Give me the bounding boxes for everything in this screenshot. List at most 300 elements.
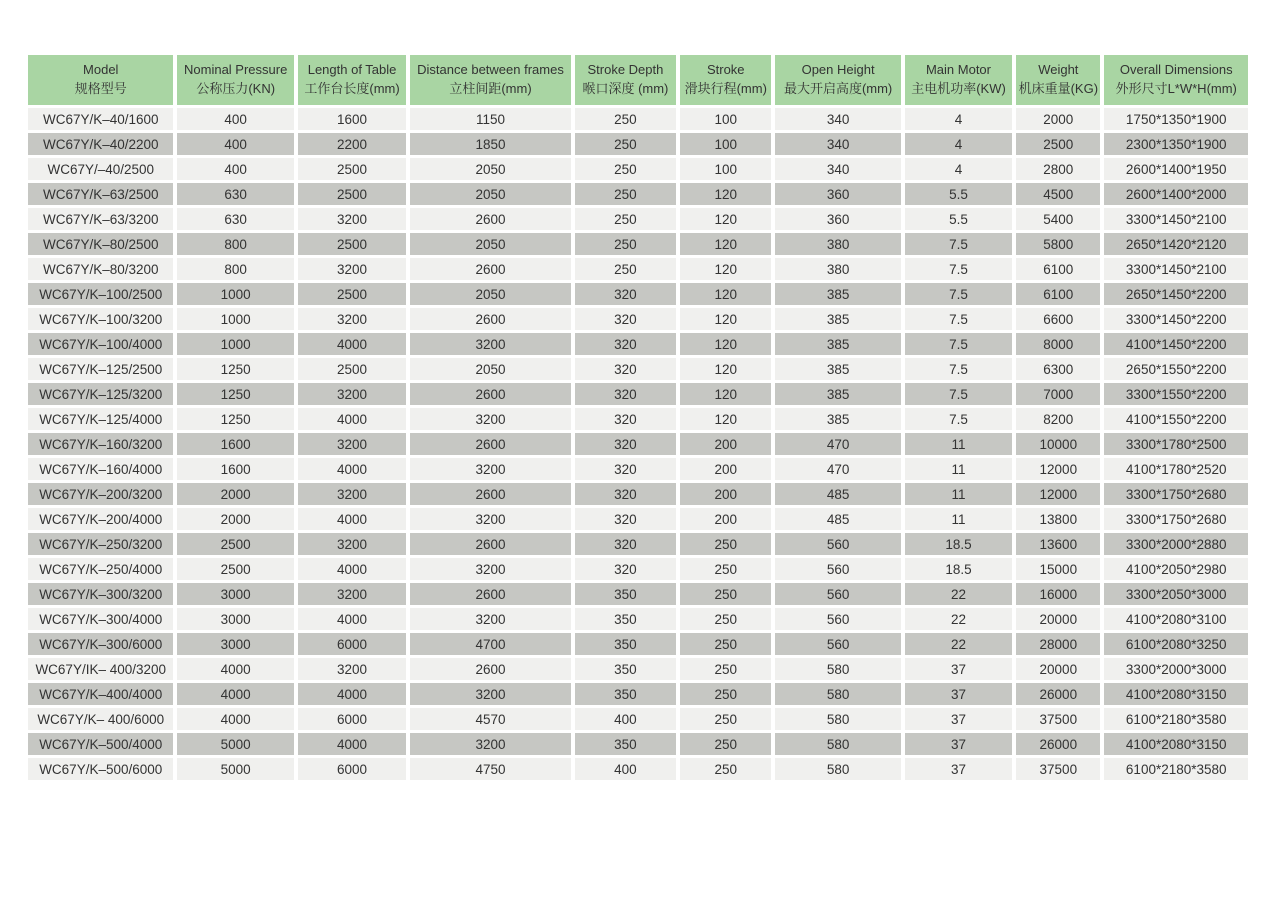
cell-nominal-pressure: 3000 <box>177 583 293 605</box>
cell-stroke-depth: 320 <box>575 408 676 430</box>
cell-weight: 12000 <box>1016 458 1100 480</box>
cell-frame-distance: 3200 <box>410 558 571 580</box>
cell-weight: 6100 <box>1016 283 1100 305</box>
cell-stroke-depth: 250 <box>575 158 676 180</box>
cell-frame-distance: 2050 <box>410 158 571 180</box>
column-header-en: Overall Dimensions <box>1119 62 1233 78</box>
cell-stroke-depth: 250 <box>575 258 676 280</box>
cell-frame-distance: 2600 <box>410 483 571 505</box>
cell-stroke: 250 <box>680 733 771 755</box>
cell-stroke: 200 <box>680 433 771 455</box>
cell-stroke-depth: 250 <box>575 108 676 130</box>
cell-main-motor: 18.5 <box>905 558 1012 580</box>
cell-table-length: 2500 <box>298 233 406 255</box>
cell-overall-dimensions: 4100*1780*2520 <box>1104 458 1248 480</box>
cell-model: WC67Y/K–250/4000 <box>28 558 173 580</box>
cell-stroke: 100 <box>680 158 771 180</box>
cell-open-height: 360 <box>775 208 900 230</box>
cell-overall-dimensions: 2650*1450*2200 <box>1104 283 1248 305</box>
cell-table-length: 3200 <box>298 433 406 455</box>
cell-stroke: 250 <box>680 558 771 580</box>
cell-overall-dimensions: 3300*2000*2880 <box>1104 533 1248 555</box>
cell-stroke: 120 <box>680 308 771 330</box>
cell-stroke: 200 <box>680 458 771 480</box>
cell-overall-dimensions: 6100*2080*3250 <box>1104 633 1248 655</box>
cell-main-motor: 22 <box>905 583 1012 605</box>
column-header-en: Nominal Pressure <box>184 62 288 78</box>
cell-nominal-pressure: 1250 <box>177 408 293 430</box>
cell-model: WC67Y/K–125/2500 <box>28 358 173 380</box>
cell-main-motor: 7.5 <box>905 233 1012 255</box>
cell-open-height: 385 <box>775 408 900 430</box>
cell-stroke: 250 <box>680 683 771 705</box>
cell-table-length: 6000 <box>298 633 406 655</box>
cell-stroke-depth: 320 <box>575 533 676 555</box>
cell-model: WC67Y/K–100/2500 <box>28 283 173 305</box>
cell-open-height: 560 <box>775 533 900 555</box>
cell-table-length: 4000 <box>298 733 406 755</box>
cell-stroke-depth: 320 <box>575 333 676 355</box>
cell-table-length: 2500 <box>298 283 406 305</box>
table-row <box>28 408 1248 430</box>
cell-overall-dimensions: 3300*1450*2200 <box>1104 308 1248 330</box>
cell-model: WC67Y/K–300/6000 <box>28 633 173 655</box>
table-row <box>28 558 1248 580</box>
cell-open-height: 580 <box>775 733 900 755</box>
cell-nominal-pressure: 630 <box>177 183 293 205</box>
cell-weight: 4500 <box>1016 183 1100 205</box>
cell-stroke: 120 <box>680 233 771 255</box>
cell-stroke-depth: 400 <box>575 708 676 730</box>
cell-main-motor: 11 <box>905 508 1012 530</box>
cell-open-height: 380 <box>775 233 900 255</box>
cell-stroke-depth: 350 <box>575 633 676 655</box>
column-header-open-height <box>775 55 900 105</box>
cell-table-length: 4000 <box>298 508 406 530</box>
cell-overall-dimensions: 3300*1450*2100 <box>1104 258 1248 280</box>
cell-weight: 12000 <box>1016 483 1100 505</box>
cell-stroke-depth: 320 <box>575 358 676 380</box>
table-row <box>28 183 1248 205</box>
cell-nominal-pressure: 4000 <box>177 658 293 680</box>
cell-table-length: 3200 <box>298 308 406 330</box>
cell-frame-distance: 2600 <box>410 308 571 330</box>
column-header-main-motor <box>905 55 1012 105</box>
cell-table-length: 4000 <box>298 458 406 480</box>
cell-weight: 15000 <box>1016 558 1100 580</box>
cell-nominal-pressure: 3000 <box>177 633 293 655</box>
cell-frame-distance: 2600 <box>410 533 571 555</box>
cell-table-length: 6000 <box>298 758 406 780</box>
cell-model: WC67Y/K–40/1600 <box>28 108 173 130</box>
column-header-zh: 喉口深度 (mm) <box>582 81 669 96</box>
table-row <box>28 633 1248 655</box>
cell-weight: 37500 <box>1016 758 1100 780</box>
cell-frame-distance: 2600 <box>410 383 571 405</box>
cell-weight: 6600 <box>1016 308 1100 330</box>
table-row <box>28 283 1248 305</box>
cell-table-length: 4000 <box>298 558 406 580</box>
table-header-row <box>28 55 1248 105</box>
column-header-en: Distance between frames <box>417 62 564 78</box>
cell-nominal-pressure: 1250 <box>177 383 293 405</box>
cell-model: WC67Y/K–63/3200 <box>28 208 173 230</box>
cell-main-motor: 7.5 <box>905 333 1012 355</box>
cell-overall-dimensions: 4100*1550*2200 <box>1104 408 1248 430</box>
cell-model: WC67Y/K–500/6000 <box>28 758 173 780</box>
cell-overall-dimensions: 4100*2080*3150 <box>1104 683 1248 705</box>
cell-weight: 2800 <box>1016 158 1100 180</box>
cell-frame-distance: 4700 <box>410 633 571 655</box>
cell-main-motor: 37 <box>905 708 1012 730</box>
cell-open-height: 470 <box>775 458 900 480</box>
cell-open-height: 560 <box>775 633 900 655</box>
cell-model: WC67Y/K–125/4000 <box>28 408 173 430</box>
cell-main-motor: 4 <box>905 158 1012 180</box>
column-header-zh: 最大开启高度(mm) <box>783 81 893 96</box>
cell-nominal-pressure: 5000 <box>177 733 293 755</box>
cell-nominal-pressure: 1000 <box>177 333 293 355</box>
cell-open-height: 485 <box>775 483 900 505</box>
cell-table-length: 4000 <box>298 333 406 355</box>
cell-table-length: 3200 <box>298 383 406 405</box>
table-row <box>28 433 1248 455</box>
cell-overall-dimensions: 4100*2080*3100 <box>1104 608 1248 630</box>
table-row <box>28 683 1248 705</box>
cell-nominal-pressure: 1000 <box>177 308 293 330</box>
cell-weight: 6300 <box>1016 358 1100 380</box>
cell-stroke-depth: 320 <box>575 483 676 505</box>
cell-weight: 5800 <box>1016 233 1100 255</box>
cell-nominal-pressure: 630 <box>177 208 293 230</box>
cell-open-height: 385 <box>775 333 900 355</box>
cell-frame-distance: 3200 <box>410 508 571 530</box>
cell-stroke: 250 <box>680 758 771 780</box>
cell-weight: 28000 <box>1016 633 1100 655</box>
cell-stroke: 100 <box>680 133 771 155</box>
cell-table-length: 6000 <box>298 708 406 730</box>
cell-table-length: 4000 <box>298 608 406 630</box>
cell-main-motor: 7.5 <box>905 408 1012 430</box>
cell-open-height: 385 <box>775 308 900 330</box>
cell-main-motor: 22 <box>905 608 1012 630</box>
cell-open-height: 560 <box>775 558 900 580</box>
cell-main-motor: 11 <box>905 433 1012 455</box>
cell-weight: 20000 <box>1016 658 1100 680</box>
cell-frame-distance: 3200 <box>410 733 571 755</box>
cell-stroke: 120 <box>680 183 771 205</box>
cell-table-length: 2500 <box>298 183 406 205</box>
cell-nominal-pressure: 5000 <box>177 758 293 780</box>
column-header-en: Open Height <box>801 62 875 78</box>
cell-stroke-depth: 250 <box>575 233 676 255</box>
cell-overall-dimensions: 6100*2180*3580 <box>1104 708 1248 730</box>
cell-stroke-depth: 250 <box>575 208 676 230</box>
cell-frame-distance: 2050 <box>410 233 571 255</box>
cell-table-length: 2200 <box>298 133 406 155</box>
cell-overall-dimensions: 3300*1750*2680 <box>1104 508 1248 530</box>
cell-frame-distance: 1850 <box>410 133 571 155</box>
cell-frame-distance: 2600 <box>410 658 571 680</box>
cell-frame-distance: 2600 <box>410 583 571 605</box>
cell-frame-distance: 4570 <box>410 708 571 730</box>
table-row <box>28 308 1248 330</box>
cell-frame-distance: 2600 <box>410 433 571 455</box>
column-header-en: Stroke Depth <box>587 62 664 78</box>
cell-frame-distance: 3200 <box>410 408 571 430</box>
cell-main-motor: 11 <box>905 483 1012 505</box>
column-header-nominal-pressure <box>177 55 293 105</box>
cell-table-length: 1600 <box>298 108 406 130</box>
column-header-table-length <box>298 55 406 105</box>
cell-main-motor: 7.5 <box>905 383 1012 405</box>
cell-model: WC67Y/K–100/3200 <box>28 308 173 330</box>
cell-stroke: 200 <box>680 508 771 530</box>
cell-frame-distance: 2050 <box>410 183 571 205</box>
cell-weight: 5400 <box>1016 208 1100 230</box>
cell-model: WC67Y/K–160/4000 <box>28 458 173 480</box>
column-header-zh: 机床重量(KG) <box>1018 81 1099 96</box>
table-row <box>28 133 1248 155</box>
cell-nominal-pressure: 2500 <box>177 558 293 580</box>
table-row <box>28 383 1248 405</box>
cell-model: WC67Y/K–300/4000 <box>28 608 173 630</box>
column-header-weight <box>1016 55 1100 105</box>
cell-model: WC67Y/K–200/3200 <box>28 483 173 505</box>
cell-main-motor: 37 <box>905 733 1012 755</box>
cell-nominal-pressure: 1600 <box>177 433 293 455</box>
cell-nominal-pressure: 1000 <box>177 283 293 305</box>
cell-weight: 10000 <box>1016 433 1100 455</box>
table-row <box>28 758 1248 780</box>
cell-overall-dimensions: 4100*2080*3150 <box>1104 733 1248 755</box>
cell-stroke-depth: 250 <box>575 133 676 155</box>
cell-weight: 26000 <box>1016 683 1100 705</box>
cell-stroke: 120 <box>680 333 771 355</box>
cell-frame-distance: 2600 <box>410 258 571 280</box>
cell-stroke-depth: 350 <box>575 683 676 705</box>
cell-overall-dimensions: 1750*1350*1900 <box>1104 108 1248 130</box>
table-row <box>28 658 1248 680</box>
cell-nominal-pressure: 400 <box>177 108 293 130</box>
cell-stroke-depth: 320 <box>575 283 676 305</box>
cell-weight: 8000 <box>1016 333 1100 355</box>
column-header-zh: 工作台长度(mm) <box>304 81 400 96</box>
cell-nominal-pressure: 2000 <box>177 508 293 530</box>
cell-table-length: 2500 <box>298 158 406 180</box>
column-header-en: Weight <box>1038 62 1079 78</box>
column-header-model <box>28 55 173 105</box>
cell-overall-dimensions: 4100*2050*2980 <box>1104 558 1248 580</box>
cell-model: WC67Y/K–80/3200 <box>28 258 173 280</box>
cell-open-height: 485 <box>775 508 900 530</box>
cell-model: WC67Y/K–500/4000 <box>28 733 173 755</box>
cell-main-motor: 7.5 <box>905 308 1012 330</box>
cell-stroke: 100 <box>680 108 771 130</box>
table-row <box>28 208 1248 230</box>
cell-stroke-depth: 250 <box>575 183 676 205</box>
cell-open-height: 560 <box>775 583 900 605</box>
cell-open-height: 340 <box>775 133 900 155</box>
cell-stroke-depth: 320 <box>575 433 676 455</box>
cell-weight: 2000 <box>1016 108 1100 130</box>
cell-nominal-pressure: 1250 <box>177 358 293 380</box>
cell-nominal-pressure: 400 <box>177 158 293 180</box>
column-header-zh: 规格型号 <box>74 81 127 96</box>
cell-open-height: 580 <box>775 758 900 780</box>
cell-overall-dimensions: 6100*2180*3580 <box>1104 758 1248 780</box>
cell-model: WC67Y/K–200/4000 <box>28 508 173 530</box>
column-header-en: Main Motor <box>925 62 991 78</box>
cell-stroke: 250 <box>680 608 771 630</box>
cell-main-motor: 11 <box>905 458 1012 480</box>
cell-nominal-pressure: 1600 <box>177 458 293 480</box>
cell-open-height: 385 <box>775 383 900 405</box>
cell-model: WC67Y/K–63/2500 <box>28 183 173 205</box>
cell-stroke-depth: 320 <box>575 458 676 480</box>
cell-weight: 26000 <box>1016 733 1100 755</box>
column-header-en: Stroke <box>706 62 745 78</box>
column-header-en: Length of Table <box>307 62 397 78</box>
cell-nominal-pressure: 4000 <box>177 683 293 705</box>
cell-overall-dimensions: 4100*1450*2200 <box>1104 333 1248 355</box>
cell-open-height: 380 <box>775 258 900 280</box>
table-row <box>28 508 1248 530</box>
cell-main-motor: 4 <box>905 133 1012 155</box>
cell-stroke-depth: 320 <box>575 508 676 530</box>
cell-stroke: 120 <box>680 208 771 230</box>
cell-stroke: 250 <box>680 658 771 680</box>
cell-table-length: 4000 <box>298 683 406 705</box>
column-header-stroke-depth <box>575 55 676 105</box>
cell-model: WC67Y/–40/2500 <box>28 158 173 180</box>
cell-overall-dimensions: 3300*1550*2200 <box>1104 383 1248 405</box>
cell-weight: 37500 <box>1016 708 1100 730</box>
cell-overall-dimensions: 2300*1350*1900 <box>1104 133 1248 155</box>
cell-stroke: 200 <box>680 483 771 505</box>
cell-table-length: 4000 <box>298 408 406 430</box>
cell-frame-distance: 3200 <box>410 458 571 480</box>
cell-frame-distance: 1150 <box>410 108 571 130</box>
cell-stroke-depth: 350 <box>575 608 676 630</box>
table-row <box>28 158 1248 180</box>
table-row <box>28 608 1248 630</box>
table-row <box>28 483 1248 505</box>
cell-nominal-pressure: 3000 <box>177 608 293 630</box>
cell-main-motor: 37 <box>905 658 1012 680</box>
cell-main-motor: 37 <box>905 758 1012 780</box>
cell-main-motor: 5.5 <box>905 208 1012 230</box>
cell-table-length: 3200 <box>298 533 406 555</box>
cell-stroke: 250 <box>680 583 771 605</box>
cell-main-motor: 5.5 <box>905 183 1012 205</box>
column-header-overall-dimensions <box>1104 55 1248 105</box>
column-header-zh: 公称压力(KN) <box>196 81 276 96</box>
cell-table-length: 2500 <box>298 358 406 380</box>
cell-stroke: 120 <box>680 383 771 405</box>
table-row <box>28 583 1248 605</box>
cell-table-length: 3200 <box>298 258 406 280</box>
cell-model: WC67Y/K– 400/6000 <box>28 708 173 730</box>
table-row <box>28 733 1248 755</box>
cell-table-length: 3200 <box>298 583 406 605</box>
cell-main-motor: 4 <box>905 108 1012 130</box>
cell-table-length: 3200 <box>298 658 406 680</box>
table-row <box>28 358 1248 380</box>
cell-frame-distance: 2600 <box>410 208 571 230</box>
cell-frame-distance: 3200 <box>410 608 571 630</box>
cell-stroke-depth: 320 <box>575 383 676 405</box>
cell-stroke-depth: 320 <box>575 308 676 330</box>
cell-table-length: 3200 <box>298 208 406 230</box>
cell-nominal-pressure: 800 <box>177 258 293 280</box>
cell-weight: 2500 <box>1016 133 1100 155</box>
cell-overall-dimensions: 3300*1750*2680 <box>1104 483 1248 505</box>
table-row <box>28 458 1248 480</box>
cell-nominal-pressure: 400 <box>177 133 293 155</box>
cell-weight: 16000 <box>1016 583 1100 605</box>
cell-overall-dimensions: 2600*1400*2000 <box>1104 183 1248 205</box>
cell-stroke-depth: 350 <box>575 733 676 755</box>
cell-weight: 6100 <box>1016 258 1100 280</box>
column-header-zh: 主电机功率(KW) <box>911 81 1006 96</box>
cell-open-height: 360 <box>775 183 900 205</box>
cell-main-motor: 18.5 <box>905 533 1012 555</box>
table-row <box>28 533 1248 555</box>
cell-model: WC67Y/K–125/3200 <box>28 383 173 405</box>
column-header-zh: 立柱间距(mm) <box>449 81 532 96</box>
column-header-en: Model <box>83 62 119 78</box>
cell-overall-dimensions: 3300*2000*3000 <box>1104 658 1248 680</box>
cell-overall-dimensions: 3300*2050*3000 <box>1104 583 1248 605</box>
cell-stroke: 120 <box>680 258 771 280</box>
column-header-stroke <box>680 55 771 105</box>
cell-overall-dimensions: 2600*1400*1950 <box>1104 158 1248 180</box>
cell-weight: 13600 <box>1016 533 1100 555</box>
cell-nominal-pressure: 4000 <box>177 708 293 730</box>
cell-open-height: 340 <box>775 158 900 180</box>
table-row <box>28 333 1248 355</box>
cell-overall-dimensions: 2650*1550*2200 <box>1104 358 1248 380</box>
cell-model: WC67Y/K–100/4000 <box>28 333 173 355</box>
cell-frame-distance: 2050 <box>410 283 571 305</box>
cell-overall-dimensions: 3300*1450*2100 <box>1104 208 1248 230</box>
cell-open-height: 385 <box>775 358 900 380</box>
cell-frame-distance: 3200 <box>410 683 571 705</box>
cell-stroke: 120 <box>680 408 771 430</box>
cell-model: WC67Y/K–160/3200 <box>28 433 173 455</box>
cell-stroke: 250 <box>680 633 771 655</box>
cell-overall-dimensions: 2650*1420*2120 <box>1104 233 1248 255</box>
table-row <box>28 708 1248 730</box>
cell-nominal-pressure: 2500 <box>177 533 293 555</box>
cell-open-height: 340 <box>775 108 900 130</box>
cell-main-motor: 37 <box>905 683 1012 705</box>
cell-model: WC67Y/K–80/2500 <box>28 233 173 255</box>
cell-overall-dimensions: 3300*1780*2500 <box>1104 433 1248 455</box>
cell-model: WC67Y/K–400/4000 <box>28 683 173 705</box>
cell-open-height: 580 <box>775 658 900 680</box>
cell-stroke-depth: 350 <box>575 583 676 605</box>
cell-model: WC67Y/K–40/2200 <box>28 133 173 155</box>
cell-weight: 20000 <box>1016 608 1100 630</box>
cell-weight: 7000 <box>1016 383 1100 405</box>
cell-open-height: 470 <box>775 433 900 455</box>
cell-main-motor: 7.5 <box>905 283 1012 305</box>
cell-frame-distance: 4750 <box>410 758 571 780</box>
cell-stroke-depth: 320 <box>575 558 676 580</box>
cell-open-height: 580 <box>775 683 900 705</box>
